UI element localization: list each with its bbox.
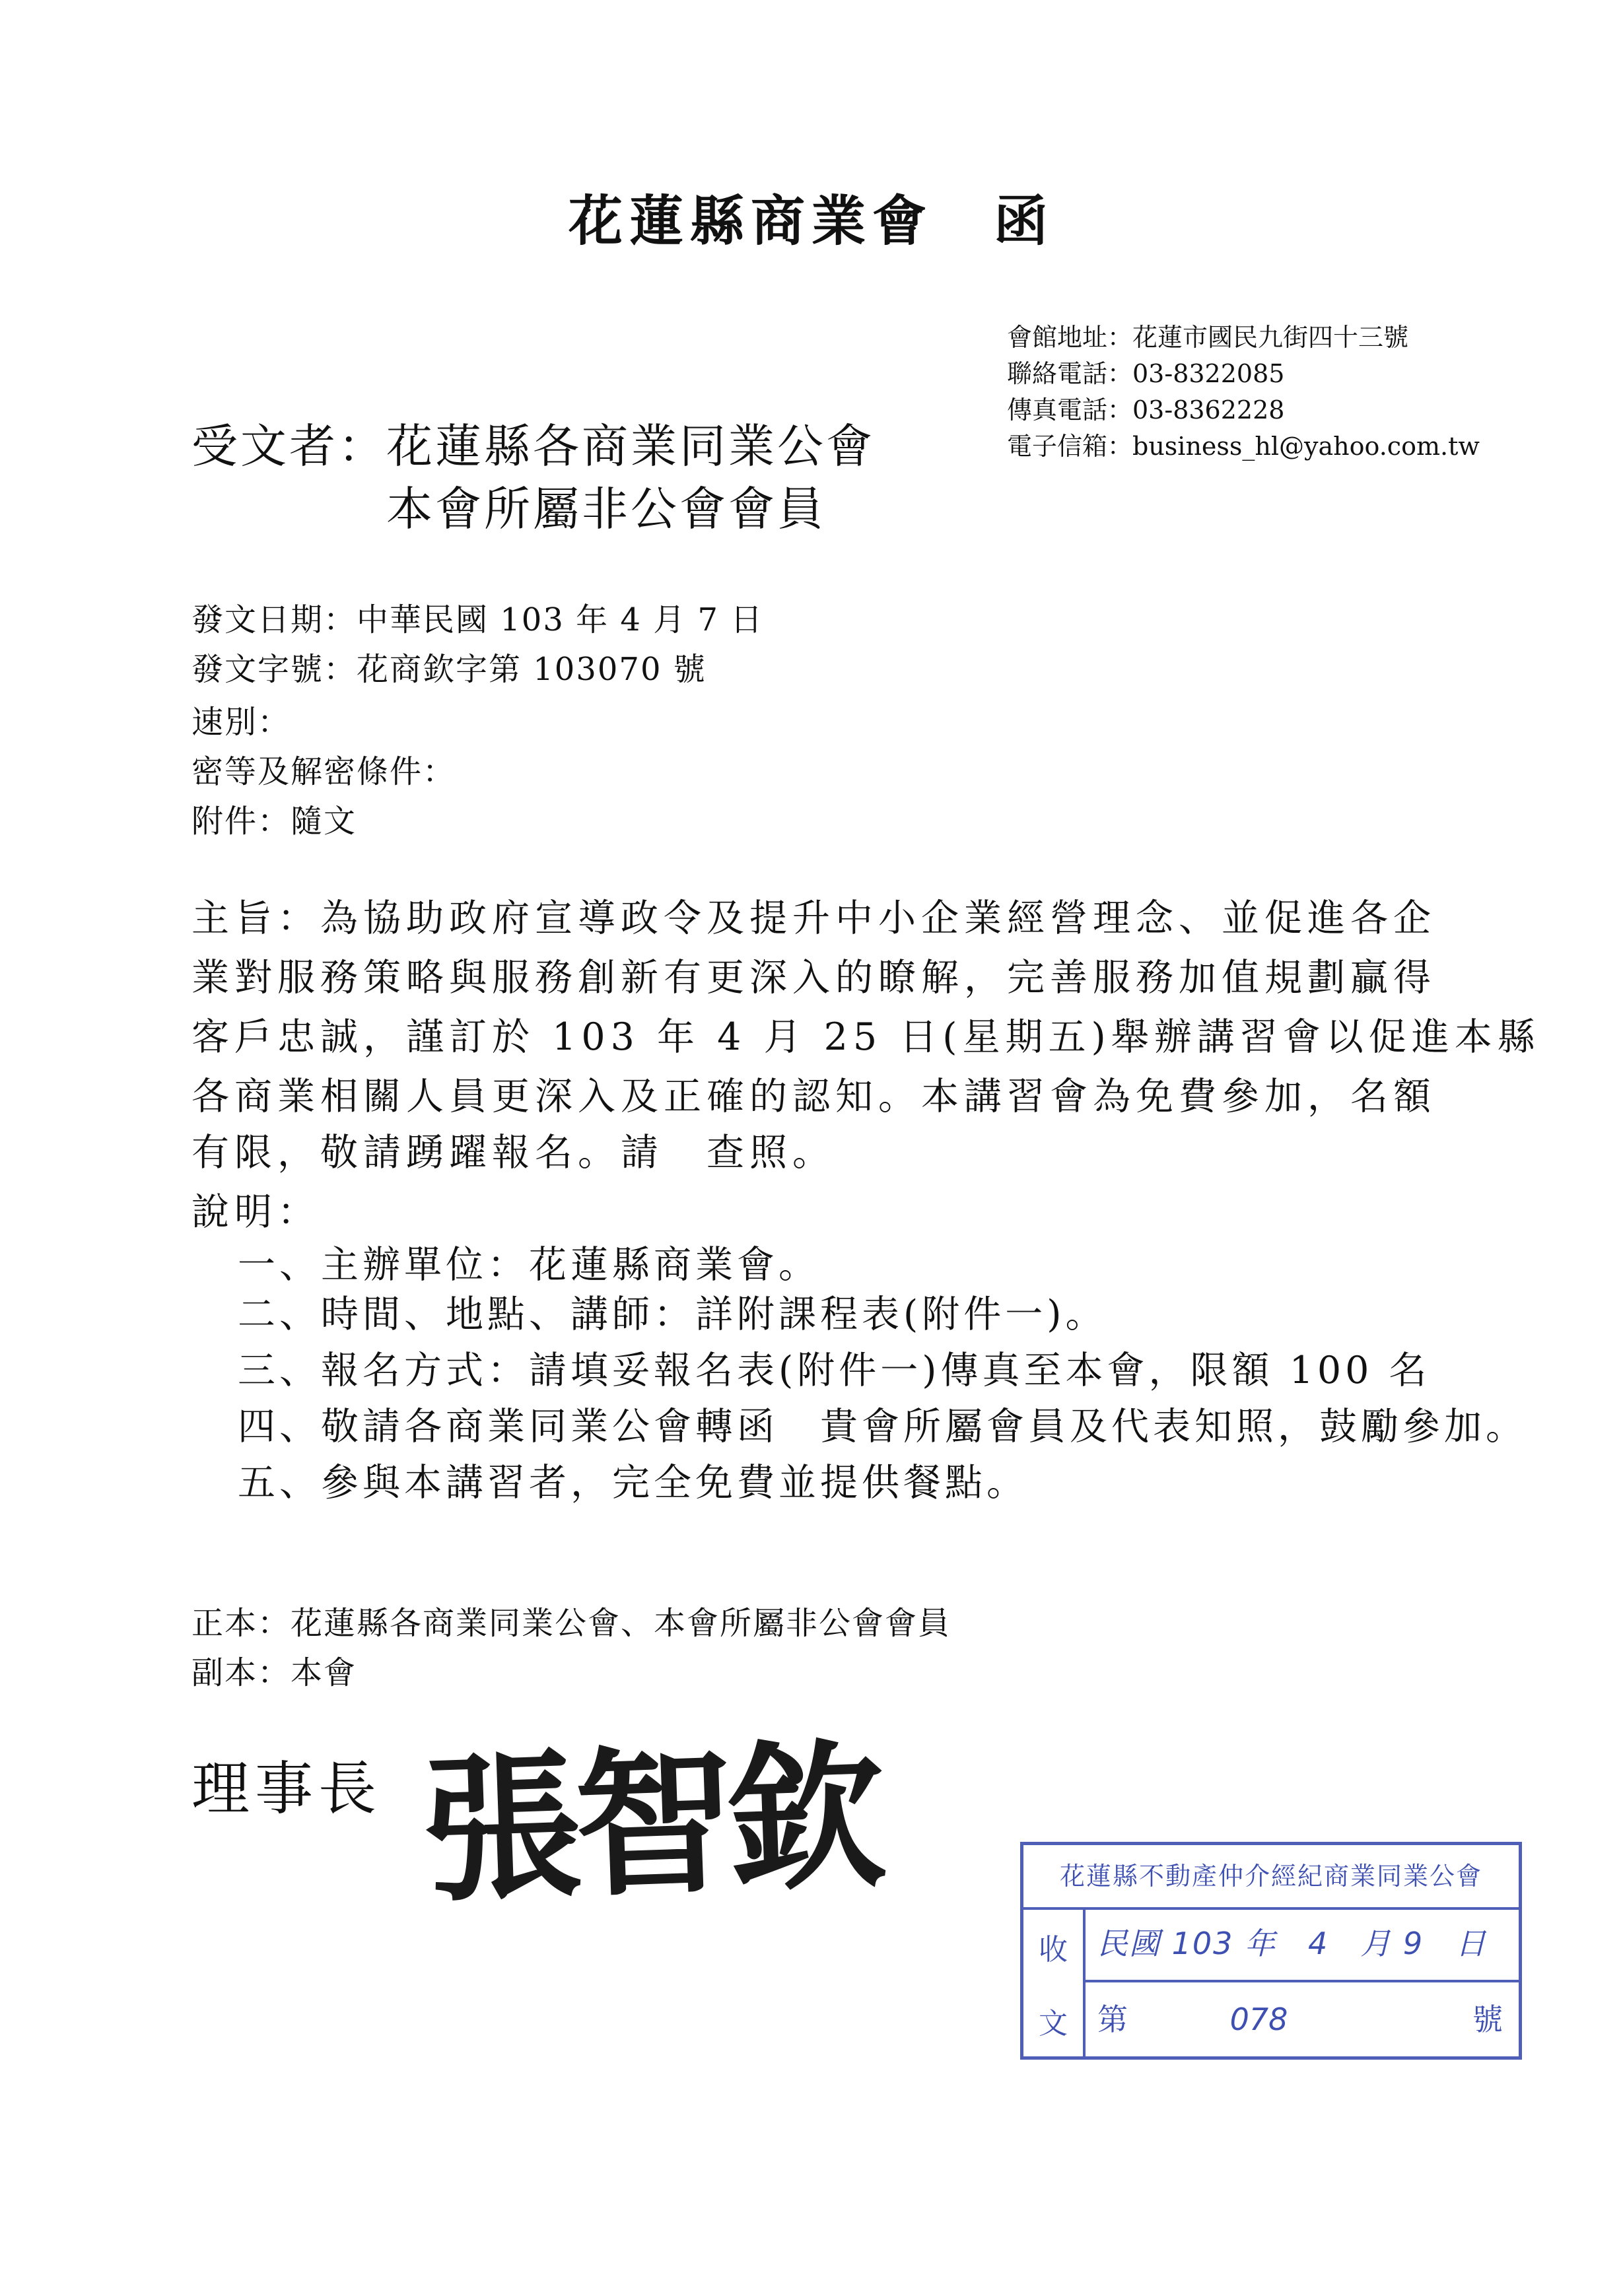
- contact-address: 會館地址：花蓮市國民九街四十三號: [1007, 323, 1409, 352]
- subject-line-3: 客戶忠誠，謹訂於 103 年 4 月 25 日(星期五)舉辦講習會以促進本縣: [191, 1015, 1540, 1059]
- explanation-label: 說明：: [191, 1190, 320, 1234]
- stamp-number-prefix: 第: [1097, 2002, 1128, 2037]
- explanation-item: 一、主辦單位：花蓮縣商業會。: [238, 1243, 820, 1287]
- stamp-number-suffix: 號: [1472, 2002, 1503, 2037]
- subject-line-5: 有限，敬請踴躍報名。請 查照。: [191, 1131, 835, 1174]
- stamp-col-bottom: 文: [1039, 2007, 1068, 2041]
- original-recipients: 正本：花蓮縣各商業同業公會、本會所屬非公會會員: [191, 1605, 951, 1642]
- receipt-stamp: [1020, 1842, 1522, 2060]
- explanation-item: 四、敬請各商業同業公會轉函 貴會所屬會員及代表知照，鼓勵參加。: [238, 1405, 1527, 1448]
- page-title: 花蓮縣商業會 函: [568, 189, 1054, 253]
- contact-fax: 傳真電話：03-8362228: [1007, 395, 1285, 424]
- secrecy-level: 密等及解密條件：: [191, 753, 456, 790]
- speed-class: 速別：: [191, 704, 291, 741]
- stamp-number-row: [1083, 1982, 1519, 2056]
- chairman-signature: 張智欽: [419, 1722, 882, 1924]
- stamp-organization: 花蓮縣不動產仲介經紀商業同業公會: [1023, 1845, 1519, 1910]
- stamp-date-row: 民國 103 年 4 月 9 日: [1083, 1907, 1519, 1982]
- chairman-title: 理事長: [191, 1755, 382, 1823]
- subject-line-1: 主旨：為協助政府宣導政令及提升中小企業經營理念、並促進各企: [191, 896, 1436, 940]
- subject-line-2: 業對服務策略與服務創新有更深入的瞭解，完善服務加值規劃贏得: [191, 956, 1436, 999]
- stamp-col-top: 收: [1039, 1933, 1068, 1967]
- attachment-note: 附件：隨文: [191, 803, 357, 840]
- issue-number: 發文字號：花商欽字第 103070 號: [191, 651, 707, 688]
- explanation-item: 三、報名方式：請填妥報名表(附件一)傳真至本會，限額 100 名: [238, 1349, 1431, 1392]
- duplicate-recipients: 副本：本會: [191, 1654, 357, 1691]
- explanation-item: 五、參與本講習者，完全免費並提供餐點。: [238, 1461, 1028, 1504]
- recipient-line-1: 花蓮縣各商業同業公會: [386, 419, 875, 473]
- subject-line-4: 各商業相關人員更深入及正確的認知。本講習會為免費參加，名額: [191, 1075, 1436, 1118]
- contact-phone: 聯絡電話：03-8322085: [1007, 359, 1285, 388]
- contact-email: 電子信箱：business_hl@yahoo.com.tw: [1007, 432, 1480, 461]
- recipient-label: 受文者：: [191, 419, 387, 473]
- stamp-side-column: [1023, 1907, 1086, 2056]
- explanation-item: 二、時間、地點、講師：詳附課程表(附件一)。: [238, 1293, 1107, 1336]
- issue-date: 發文日期：中華民國 103 年 4 月 7 日: [191, 601, 764, 638]
- recipient-line-2: 本會所屬非公會會員: [386, 482, 826, 536]
- stamp-number-value: 078: [1229, 2002, 1288, 2037]
